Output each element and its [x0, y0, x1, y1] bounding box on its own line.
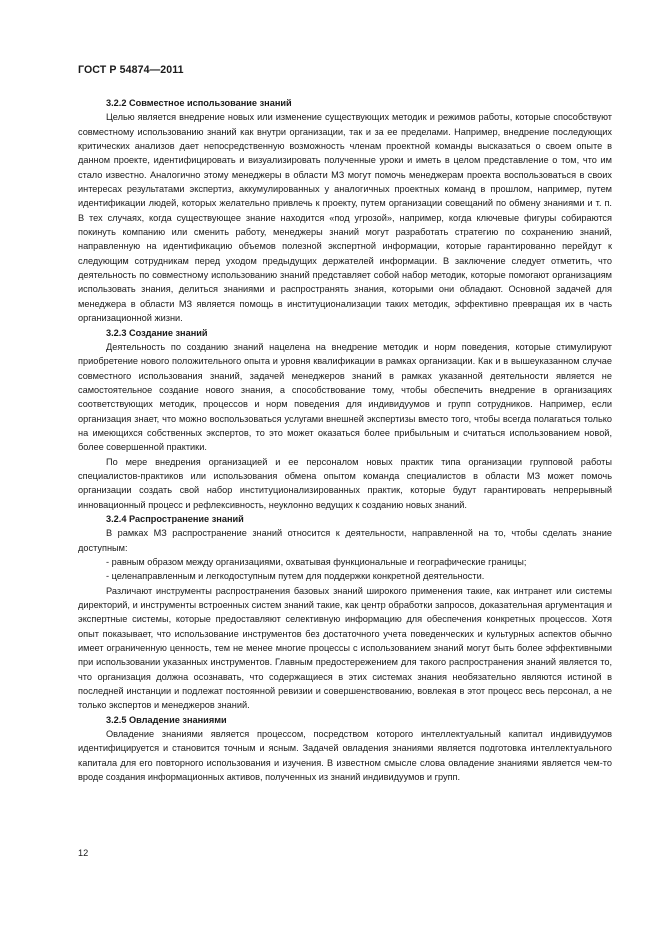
document-body [78, 96, 612, 785]
paragraph: Различают инструменты распространения базовых знаний широкого применения такие, как интранет или системы директорий, и инструменты встроенных систем знаний такие, как центр обработки запросов, доказательная аргументация и экспертные системы, которые предоставляют селективную информацию для обеспечения конкретных процессов. Хотя опыт показывает, что использование инструментов без достаточного учета поведенческих и культурных аспектов обычно имеет ограниченную ценность, тем не менее многие процессы с использованием знаний могут быть более эффективными при использовании указанных инструментов. Главным предостережением для такого распространения знаний является то, что организация должна осознавать, что содержащиеся в этих системах знания необязательно являются истиной в последней инстанции и подлежат постоянной ревизии и совершенствованию, вовлекая в этот процесс весь персонал, а не только экспертов и менеджеров знаний. [78, 585, 612, 711]
list-item: - целенаправленным и легкодоступным путем для поддержки конкретной деятельности. [106, 571, 485, 582]
standard-code-header: ГОСТ Р 54874—2011 [78, 64, 184, 76]
paragraph: Овладение знаниями является процессом, посредством которого интеллектуальный капитал индивидуумов идентифицируется и становится точным и ясным. Задачей овладения знаниями является подготовка интеллектуального капитала для его повторного использования и изучения. В известном смысле слова овладение знаниями является чем-то вроде создания информационных активов, полученных из знаний индивидуумов и групп. [78, 729, 612, 783]
paragraph: Деятельность по созданию знаний нацелена на внедрение методик и норм поведения, которые стимулируют приобретение нового положительного опыта и уровня квалификации в рамках организации. Как и в вышеуказанном случае совместного использования знаний, задачей менеджеров знаний в рамках указанной деятельности является не самостоятельное создание нового знания, а способствование тому, чтобы обеспечить внедрение в организациях соответствующих методик, процессов и норм поведения для индивидуумов и групп сотрудников. Например, если организация знает, что можно воспользоваться услугами внешней экспертизы вместо того, чтобы всегда полагаться только на имеющихся собственных экспертов, то это может оказаться более прибыльным и считаться использованием новой, более совершенной практики. [78, 341, 612, 453]
paragraph: В рамках МЗ распространение знаний относится к деятельности, направленной на то, чтобы сделать знание доступным: [78, 528, 612, 553]
section-heading-3-2-5: 3.2.5 Овладение знаниями [106, 714, 227, 725]
section-heading-3-2-2: 3.2.2 Совместное использование знаний [106, 98, 292, 108]
paragraph: По мере внедрения организацией и ее персоналом новых практик типа организации групповой работы специалистов-практиков или использования обмена опытом команда специалистов в области МЗ может помочь организации создать свой набор институционализированных практик, которые будут гарантировать непрерывный инновационный процесс и рефлексивность, неуклонно ведущих к созданию новых знаний. [78, 456, 612, 510]
list-item: - равным образом между организациями, охватывая функциональные и географические границы; [106, 557, 527, 567]
page-number: 12 [78, 848, 89, 858]
section-heading-3-2-4: 3.2.4 Распространение знаний [106, 513, 244, 524]
section-heading-3-2-3: 3.2.3 Создание знаний [106, 327, 208, 338]
paragraph: Целью является внедрение новых или изменение существующих методик и режимов работы, которые способствуют совместному использованию знаний как внутри организации, так и за ее пределами. Например, внедрение последующих критических анализов дает непосредственную возможность членам проектной команды высказаться о своем опыте в данном проекте, идентифицировать и визуализировать полученные уроки и иметь в целом представление о том, что им стало известно. Аналогично этому менеджеры в области МЗ могут помочь менеджерам проекта воспользоваться в своих интересах результатами экспертиз, аккумулированных у аналогичных проектных команд в прошлом, например, путем идентификации людей, которых желательно привлечь к проекту, путем организации совещаний по обмену знаниями и т. п. В тех случаях, когда существующее знание находится «под угрозой», например, когда ключевые фигуры собираются покинуть компанию или сменить работу, менеджеры знаний могут разработать стратегию по сохранению знаний, направленную на идентификацию объемов полезной экспертной информации, которые гарантированно перейдут к следующим сотрудникам перед уходом предыдущих держателей информации. В заключение следует отметить, что деятельность по совместному использованию знаний представляет собой набор методик, которые помогают организациям использовать знания, делиться знаниями и распространять знания, которыми они обладают. Основной задачей для менеджера в области МЗ является помощь в институционализации таких методик, эффективно превращая их в часть организационной жизни. [78, 112, 612, 324]
